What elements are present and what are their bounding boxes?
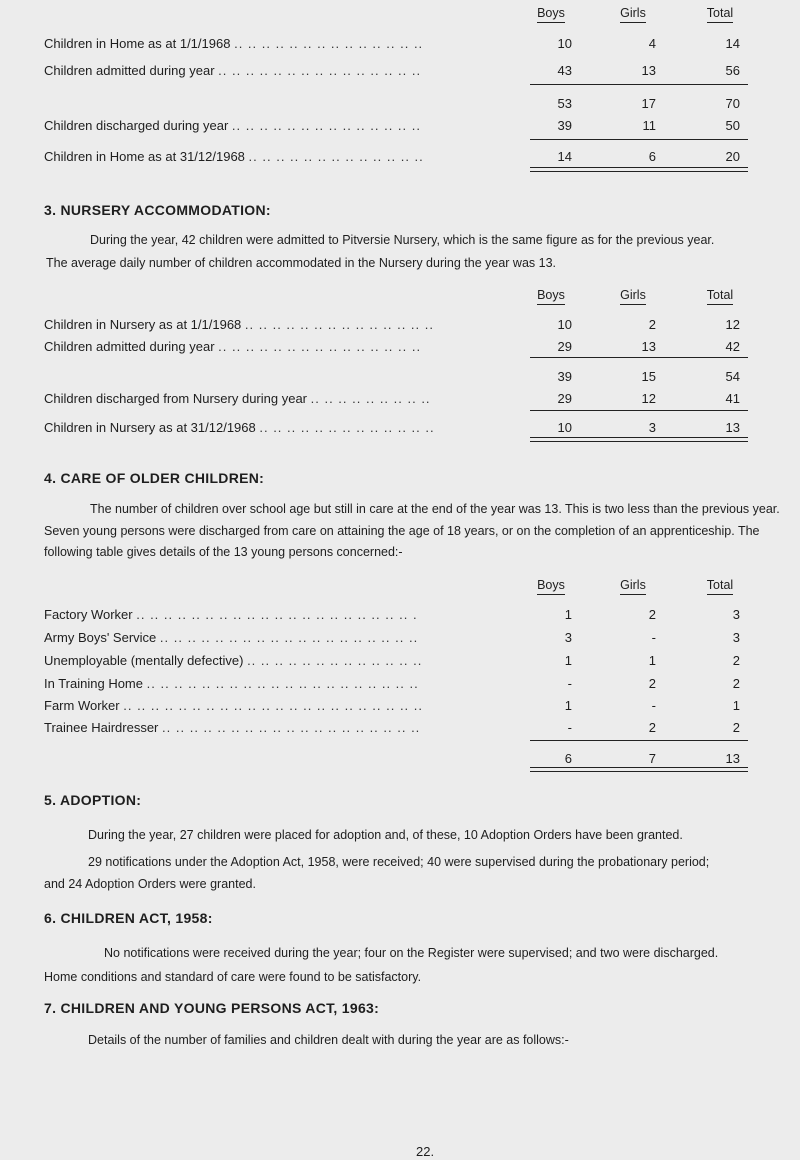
table2-cell: 42 <box>725 339 740 354</box>
section-heading: 7. CHILDREN AND YOUNG PERSONS ACT, 1963: <box>44 1000 380 1016</box>
table3-cell: - <box>651 630 656 645</box>
table2-cell: 29 <box>557 339 572 354</box>
table3-cell: - <box>567 720 572 735</box>
table2-cell: 12 <box>725 317 740 332</box>
table3-header-boys: Boys <box>530 578 572 592</box>
subtotal-rule <box>530 139 748 140</box>
section-heading: 5. ADOPTION: <box>44 792 142 808</box>
table3-row-label: Trainee Hairdresser .. .. .. .. .. .. .. .. .. .. .. .. .. .. .. .. .. .. .. <box>44 720 421 735</box>
table1-cell: 14 <box>557 149 572 164</box>
paragraph: Details of the number of families and children dealt with during the year are as follows:- <box>88 1033 569 1047</box>
table2-header-total: Total <box>700 288 740 302</box>
table3-cell: 2 <box>648 607 656 622</box>
table3-cell: 1 <box>564 607 572 622</box>
table1-cell: 20 <box>725 149 740 164</box>
table3-cell: 2 <box>732 653 740 668</box>
section-heading: 4. CARE OF OLDER CHILDREN: <box>44 470 265 486</box>
table3-cell: - <box>567 676 572 691</box>
table1-header-girls: Girls <box>610 6 656 20</box>
table3-cell: 3 <box>732 630 740 645</box>
table1-header-boys: Boys <box>530 6 572 20</box>
subtotal-rule <box>530 740 748 741</box>
paragraph: No notifications were received during the year; four on the Register were supervised; and two were discharged. <box>104 946 719 960</box>
table1-cell: 4 <box>648 36 656 51</box>
table1-cell: 17 <box>641 96 656 111</box>
total-double-rule <box>530 167 748 172</box>
table2-cell: 39 <box>557 369 572 384</box>
table2-cell: 41 <box>725 391 740 406</box>
table1-row-label: Children discharged during year .. .. .. .. .. .. .. .. .. .. .. .. .. .. <box>44 118 421 133</box>
subtotal-rule <box>530 357 748 358</box>
table1-cell: 56 <box>725 63 740 78</box>
table3-cell: 1 <box>564 698 572 713</box>
paragraph: Home conditions and standard of care were found to be satisfactory. <box>44 970 422 984</box>
section-heading: 6. CHILDREN ACT, 1958: <box>44 910 213 926</box>
table1-header-total: Total <box>700 6 740 20</box>
table1-row-label: Children admitted during year .. .. .. .. .. .. .. .. .. .. .. .. .. .. .. <box>44 63 422 78</box>
table3-cell: 1 <box>732 698 740 713</box>
table3-cell: 3 <box>564 630 572 645</box>
page-number: 22. <box>416 1144 435 1159</box>
table2-cell: 10 <box>557 420 572 435</box>
table2-cell: 13 <box>641 339 656 354</box>
table2-header-girls: Girls <box>610 288 656 302</box>
total-double-rule <box>530 437 748 442</box>
table1-cell: 6 <box>648 149 656 164</box>
paragraph: and 24 Adoption Orders were granted. <box>44 877 256 891</box>
table1-cell: 14 <box>725 36 740 51</box>
table3-row-label: Army Boys' Service .. .. .. .. .. .. .. .. .. .. .. .. .. .. .. .. .. .. .. <box>44 630 419 645</box>
table1-cell: 43 <box>557 63 572 78</box>
table3-cell: 1 <box>648 653 656 668</box>
table1-cell: 50 <box>725 118 740 133</box>
table1-cell: 39 <box>557 118 572 133</box>
table1-cell: 13 <box>641 63 656 78</box>
table3-cell: - <box>651 698 656 713</box>
table2-row-label: Children in Nursery as at 1/1/1968 .. .. .. .. .. .. .. .. .. .. .. .. .. .. <box>44 317 434 332</box>
section-heading: 3. NURSERY ACCOMMODATION: <box>44 202 271 218</box>
table3-cell: 2 <box>732 720 740 735</box>
table1-cell: 70 <box>725 96 740 111</box>
table3-cell: 1 <box>564 653 572 668</box>
paragraph: During the year, 42 children were admitted to Pitversie Nursery, which is the same figure as for the previous year. <box>90 233 715 247</box>
table3-row-label: Farm Worker .. .. .. .. .. .. .. .. .. .. .. .. .. .. .. .. .. .. .. .. .. .. <box>44 698 424 713</box>
table1-row-label: Children in Home as at 1/1/1968 .. .. .. .. .. .. .. .. .. .. .. .. .. .. <box>44 36 424 51</box>
table2-cell: 13 <box>725 420 740 435</box>
table3-cell: 3 <box>732 607 740 622</box>
table2-cell: 29 <box>557 391 572 406</box>
table3-total-cell: 7 <box>648 751 656 766</box>
table3-row-label: Unemployable (mentally defective) .. .. .. .. .. .. .. .. .. .. .. .. .. <box>44 653 423 668</box>
table2-header-boys: Boys <box>530 288 572 302</box>
total-double-rule <box>530 767 748 772</box>
table1-cell: 11 <box>642 118 656 133</box>
table3-cell: 2 <box>648 676 656 691</box>
table2-row-label: Children in Nursery as at 31/12/1968 .. .. .. .. .. .. .. .. .. .. .. .. .. <box>44 420 435 435</box>
table3-cell: 2 <box>648 720 656 735</box>
table3-header-girls: Girls <box>610 578 656 592</box>
table1-cell: 53 <box>557 96 572 111</box>
subtotal-rule <box>530 410 748 411</box>
table1-row-label: Children in Home as at 31/12/1968 .. .. .. .. .. .. .. .. .. .. .. .. .. <box>44 149 424 164</box>
table2-cell: 3 <box>648 420 656 435</box>
table1-cell: 10 <box>557 36 572 51</box>
table3-total-cell: 6 <box>564 751 572 766</box>
table3-row-label: In Training Home .. .. .. .. .. .. .. .. .. .. .. .. .. .. .. .. .. .. .. .. <box>44 676 419 691</box>
subtotal-rule <box>530 84 748 85</box>
paragraph: The number of children over school age but still in care at the end of the year was 13. This is two less than the previous year. Seven young persons were discharged from care on attaining the age of 18 years, or on the completion of an apprenticeship. The following table gives details of the 13 young persons concerned:- <box>44 502 780 559</box>
paragraph: During the year, 27 children were placed for adoption and, of these, 10 Adoption Orders have been granted. <box>88 828 683 842</box>
table3-header-total: Total <box>700 578 740 592</box>
table2-cell: 15 <box>641 369 656 384</box>
paragraph: The average daily number of children accommodated in the Nursery during the year was 13. <box>46 256 556 270</box>
table2-cell: 2 <box>648 317 656 332</box>
table2-row-label: Children admitted during year .. .. .. .. .. .. .. .. .. .. .. .. .. .. .. <box>44 339 422 354</box>
paragraph: 29 notifications under the Adoption Act, 1958, were received; 40 were supervised during the probationary period; <box>88 855 710 869</box>
table2-row-label: Children discharged from Nursery during year .. .. .. .. .. .. .. .. .. <box>44 391 431 406</box>
table3-total-cell: 13 <box>725 751 740 766</box>
table3-row-label: Factory Worker .. .. .. .. .. .. .. .. .. .. .. .. .. .. .. .. .. .. .. .. . <box>44 607 418 622</box>
table2-cell: 54 <box>725 369 740 384</box>
table3-cell: 2 <box>732 676 740 691</box>
table2-cell: 12 <box>641 391 656 406</box>
table2-cell: 10 <box>557 317 572 332</box>
